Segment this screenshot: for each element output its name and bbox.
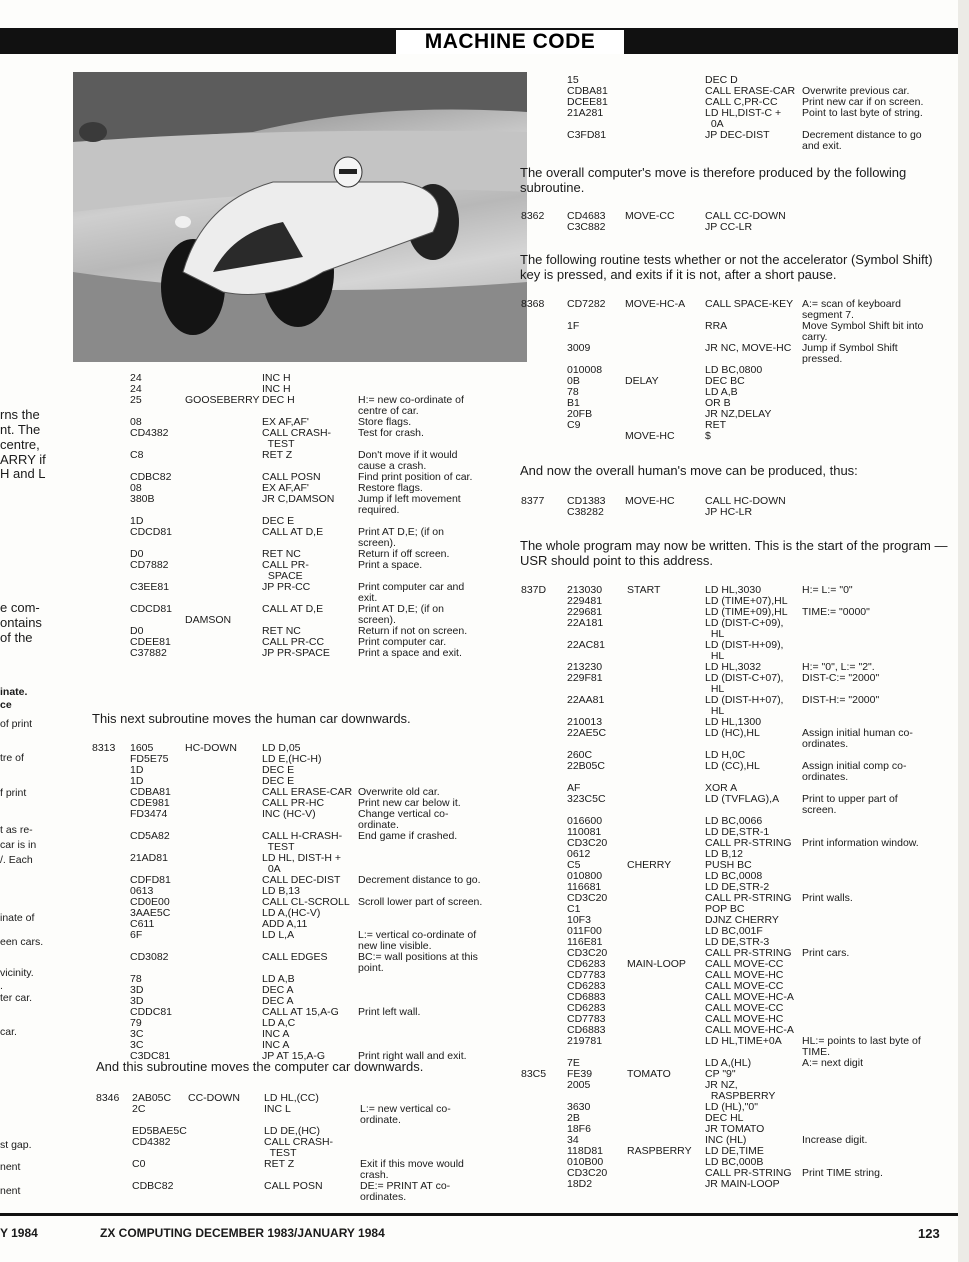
paragraph-overall-computer-move: The overall computer's move is therefore produced by the following subroutine. bbox=[520, 165, 907, 195]
previous-page-fragment: vicinity. bbox=[0, 967, 34, 979]
code-addr-8: 837D 83C5 bbox=[521, 584, 547, 1080]
code-hex-8: 213030 229481 229681 22A181 22AC81 213230 229F81 22AA81 210013 22AE5C 260C 22B05C AF 323C5C 016600 110081 CD3C20 0612 C5 010800 116681 CD3C20 C1 10F3 011F00 116E81 CD3C20 CD6283 CD7783 CD6283 CD6883 CD6283 CD7783 CD6883 219781 7E FE39 2005 3630 2B 18F6 34 118D81 010B00 CD3C20 18D2 bbox=[567, 584, 608, 1190]
footer-rule bbox=[0, 1213, 958, 1216]
code-addr-3: 8346 bbox=[96, 1092, 120, 1104]
previous-page-fragment: . bbox=[0, 980, 3, 992]
code-hex-1: 24 24 25 08 CD4382 C8 CDBC82 08 380B 1D CDCD81 D0 CD7882 C3EE81 CDCD81 D0 CDEE81 C37882 bbox=[130, 372, 173, 659]
paragraph-accelerator: The following routine tests whether or not the accelerator (Symbol Shift) key is pressed, and exits if it is not, after a short pause. bbox=[520, 252, 933, 282]
previous-page-fragment: car is in bbox=[0, 839, 37, 851]
footer-publication: ZX COMPUTING DECEMBER 1983/JANUARY 1984 bbox=[100, 1226, 385, 1240]
previous-page-fragment: t as re- bbox=[0, 824, 33, 836]
code-addr-6: 8368 bbox=[521, 298, 545, 310]
previous-page-fragment: ce bbox=[0, 699, 12, 711]
code-label-5: MOVE-CC bbox=[625, 210, 675, 222]
previous-page-fragment: centre, bbox=[0, 437, 40, 452]
code-instr-8: LD HL,3030 LD (TIME+07),HL LD (TIME+09),HL LD (DIST-C+09), HL LD (DIST-H+09), HL LD HL,3032 LD (DIST-C+07), HL LD (DIST-H+07), HL LD HL,1300 LD (HC),HL LD H,0C LD (CC),HL XOR A LD (TVFLAG),A LD BC,0066 LD DE,STR-1 CALL PR-STRING LD B,12 PUSH BC LD BC,0008 LD DE,STR-2 CALL PR-STRING POP BC DJNZ CHERRY LD BC,001F LD DE,STR-3 CALL PR-STRING CALL MOVE-CC CALL MOVE-HC CALL MOVE-CC CALL MOVE-HC-A CALL MOVE-CC CALL MOVE-HC CALL MOVE-HC-A LD HL,TIME+0A LD A,(HL) CP "9" JR NZ, RASPBERRY LD (HL),"0" DEC HL JR TOMATO INC (HL) LD DE,TIME LD BC,000B CALL PR-STRING JR MAIN-LOOP bbox=[705, 584, 794, 1190]
code-instr-5: CALL CC-DOWN JP CC-LR bbox=[705, 210, 786, 233]
code-instr-3: LD HL,(CC) INC L LD DE,(HC) CALL CRASH- TEST RET Z CALL POSN bbox=[264, 1092, 334, 1192]
previous-page-fragment: H and L bbox=[0, 466, 46, 481]
previous-page-fragment: of print bbox=[0, 718, 33, 730]
code-comment-8: H:= L:= "0" TIME:= "0000" H:= "0", L:= "2". DIST-C:= "2000" DIST-H:= "2000" Assign initial human co- ordinates. Assign initial comp co- ordinates. Print to upper part of screen. Print information window. Print walls. Print cars. HL:= points to last byte of TIME. A:= next digit Increase digit. Print TIME string. bbox=[802, 584, 921, 1179]
previous-page-fragment: /. Each bbox=[0, 854, 33, 866]
code-label-2: HC-DOWN bbox=[185, 742, 237, 754]
code-instr-6: CALL SPACE-KEY RRA JR NC, MOVE-HC LD BC,0800 DEC BC LD A,B OR B JR NZ,DELAY RET $ bbox=[705, 298, 794, 442]
paragraph-computer-car: And this subroutine moves the computer car downwards. bbox=[96, 1059, 424, 1074]
paragraph-human-car: This next subroutine moves the human car downwards. bbox=[92, 711, 411, 726]
footer-left-clip: Y 1984 bbox=[0, 1226, 38, 1240]
previous-page-fragment: car. bbox=[0, 1026, 17, 1038]
code-hex-7: CD1383 C38282 bbox=[567, 495, 606, 518]
code-label-7: MOVE-HC bbox=[625, 495, 675, 507]
code-label-6: MOVE-HC-A DELAY MOVE-HC bbox=[625, 298, 686, 442]
previous-page-fragment: nent bbox=[0, 1185, 21, 1197]
previous-page-fragment: f print bbox=[0, 787, 27, 799]
code-label-8: START CHERRY MAIN-LOOP TOMATO RASPBERRY bbox=[627, 584, 692, 1157]
page-number: 123 bbox=[918, 1226, 940, 1241]
previous-page-fragment: e com- bbox=[0, 600, 40, 615]
code-instr-2: LD D,05 LD E,(HC-H) DEC E DEC E CALL ERASE-CAR CALL PR-HC INC (HC-V) CALL H-CRASH- TEST LD HL, DIST-H + 0A CALL DEC-DIST LD B,13 CALL CL-SCROLL LD A,(HC-V) ADD A,11 LD L,A CALL EDGES LD A,B DEC A DEC A CALL AT 15,A-G LD A,C INC A INC A JP AT 15,A-G bbox=[262, 742, 353, 1062]
code-comment-2: Overwrite old car. Print new car below it. Change vertical co- ordinate. End game if crashed. Decrement distance to go. Scroll lower part of screen. L:= vertical co-ordinate of new line visible. BC:= wall positions at this point. Print left wall. Print right wall and exit. bbox=[358, 786, 483, 1062]
code-addr-7: 8377 bbox=[521, 495, 545, 507]
racing-car-illustration bbox=[73, 72, 527, 362]
previous-page-fragment: ontains bbox=[0, 615, 42, 630]
previous-page-fragment: inate. bbox=[0, 686, 28, 698]
previous-page-fragment: tre of bbox=[0, 752, 24, 764]
code-instr-4: DEC D CALL ERASE-CAR CALL C,PR-CC LD HL,DIST-C + 0A JP DEC-DIST bbox=[705, 74, 796, 141]
code-hex-2: 1605 FD5E75 1D 1D CDBA81 CDE981 FD3474 CD5A82 21AD81 CDFD81 0613 CD0E00 3AAE5C C611 6F CD3082 78 3D 3D CDDC81 79 3C 3C C3DC81 bbox=[130, 742, 173, 1062]
code-addr-2: 8313 bbox=[92, 742, 116, 754]
previous-page-fragment: nent bbox=[0, 1161, 21, 1173]
previous-page-fragment: ter car. bbox=[0, 992, 33, 1004]
previous-page-clip bbox=[0, 60, 58, 1210]
code-label-3: CC-DOWN bbox=[188, 1092, 240, 1104]
code-comment-1: H:= new co-ordinate of centre of car. Store flags. Test for crash. Don't move if it would cause a crash. Find print position of car. Restore flags. Jump if left movement required. Print AT D,E; (if on screen). Return if off screen. Print a space. Print computer car and exit. Print AT D,E; (if on screen). Return if not on screen. Print computer car. Print a space and exit. bbox=[358, 394, 473, 659]
previous-page-fragment: rns the bbox=[0, 407, 40, 422]
code-comment-4: Overwrite previous car. Print new car if on screen. Point to last byte of string. Decrement distance to go and exit. bbox=[802, 85, 924, 152]
code-addr-5: 8362 bbox=[521, 210, 545, 222]
code-instr-1: INC H INC H DEC H EX AF,AF' CALL CRASH- TEST RET Z CALL POSN EX AF,AF' JR C,DAMSON DEC E CALL AT D,E RET NC CALL PR- SPACE JP PR-CC CALL AT D,E RET NC CALL PR-CC JP PR-SPACE bbox=[262, 372, 335, 659]
previous-page-fragment: of the bbox=[0, 630, 33, 645]
page-edge bbox=[958, 0, 969, 1262]
code-hex-4: 15 CDBA81 DCEE81 21A281 C3FD81 bbox=[567, 74, 608, 141]
code-instr-7: CALL HC-DOWN JP HC-LR bbox=[705, 495, 786, 518]
code-hex-5: CD4683 C3C882 bbox=[567, 210, 606, 233]
paragraph-human-move: And now the overall human's move can be produced, thus: bbox=[520, 463, 858, 478]
previous-page-fragment: ARRY if bbox=[0, 452, 46, 467]
code-hex-3: 2AB05C 2C ED5BAE5C CD4382 C0 CDBC82 bbox=[132, 1092, 187, 1192]
page-title: MACHINE CODE bbox=[393, 30, 627, 54]
previous-page-fragment: nt. The bbox=[0, 422, 41, 437]
previous-page-fragment: inate of bbox=[0, 912, 35, 924]
racing-car-photo bbox=[73, 72, 527, 362]
code-comment-3: L:= new vertical co- ordinate. Exit if this move would crash. DE:= PRINT AT co- ordinates. bbox=[360, 1103, 464, 1203]
code-hex-6: CD7282 1F 3009 010008 0B 78 B1 20FB C9 bbox=[567, 298, 606, 431]
code-comment-6: A:= scan of keyboard segment 7. Move Symbol Shift bit into carry. Jump if Symbol Shift pressed. bbox=[802, 298, 924, 365]
code-label-1: GOOSEBERRY DAMSON bbox=[185, 394, 260, 626]
paragraph-whole-program: The whole program may now be written. This is the start of the program — USR should point to this address. bbox=[520, 538, 948, 568]
previous-page-fragment: st gap. bbox=[0, 1139, 32, 1151]
previous-page-fragment: een cars. bbox=[0, 936, 44, 948]
